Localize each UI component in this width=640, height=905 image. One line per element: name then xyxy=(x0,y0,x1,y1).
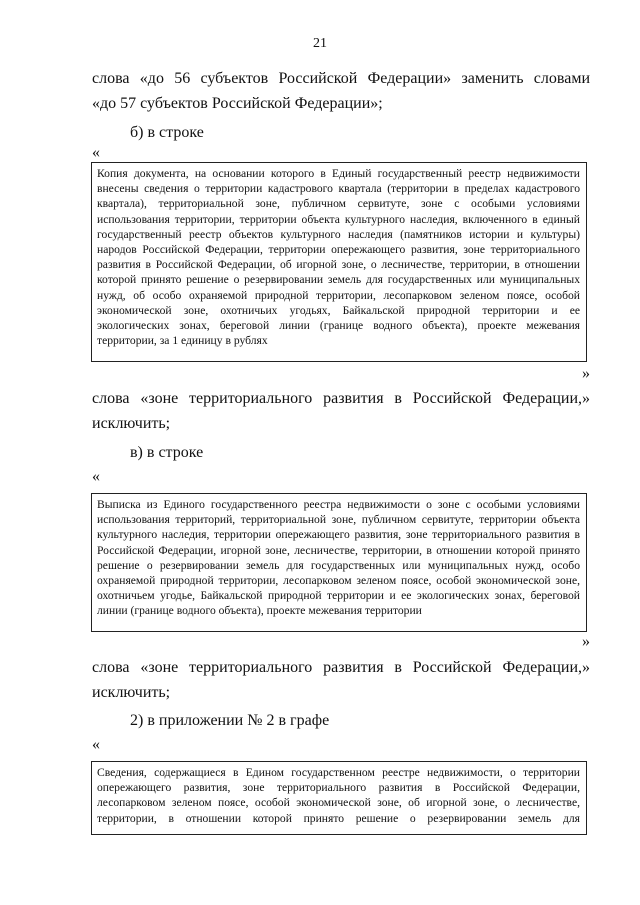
paragraph-line: исключить; xyxy=(92,684,171,701)
box-line: квартала), территориальной зоне, публичном сервитуте, зоне с особыми условиями xyxy=(97,197,580,211)
box-line: линии (границе водного объекта), проекте межевания территории xyxy=(97,604,422,618)
item-2-heading: 2) в приложении № 2 в графе xyxy=(130,712,330,729)
box-line: Копия документа, на основании которого в Единый государственный реестр недвижимости xyxy=(97,167,580,180)
box-line: государственный реестр объектов культурного наследия (памятников истории и культуры) xyxy=(97,227,580,241)
paragraph-exclude-zone xyxy=(92,655,590,705)
box-line: Российской Федерации, игорной зоне, лесничестве, территории, в отношении которой принято xyxy=(97,543,580,557)
paragraph-exclude-zone xyxy=(92,386,590,436)
box-line: экологических зонах, береговой линии (границе водного объекта), проекте межевания xyxy=(97,319,580,333)
box-line: экономической зоне, охотничьих угодьях, Байкальской природной территории и ее xyxy=(97,303,580,317)
box-line: охраняемой природной территории, лесопарковом зеленом поясе, особой экономической зоне, xyxy=(97,574,580,588)
paragraph-line: слова «до 56 субъектов Российской Федерации» заменить словами xyxy=(92,70,590,87)
table-cell-document-copy xyxy=(91,162,587,362)
open-quote: « xyxy=(92,468,100,485)
open-quote: « xyxy=(92,144,100,161)
box-line: территории, в отношении которой принято решение о резервировании земель для xyxy=(97,811,580,825)
paragraph-line: «до 57 субъектов Российской Федерации»; xyxy=(92,95,383,112)
paragraph-line: слова «зоне территориального развития в Российской Федерации,» xyxy=(92,659,590,676)
box-line: охотничьем угодье, Байкальской природной территории и ее экологических зонах, береговой xyxy=(97,589,580,603)
open-quote: « xyxy=(92,736,100,753)
subitem-b-heading: б) в строке xyxy=(130,124,204,141)
box-line: нужд, об особо охраняемой природной территории, лесопарковом зеленом поясе, особой xyxy=(97,288,580,302)
table-cell-registry-extract xyxy=(91,493,587,632)
box-line: использования территории, территории объекта культурного наследия, включенного в единый xyxy=(97,212,580,226)
box-line: Сведения, содержащиеся в Едином государственном реестре недвижимости, о территории xyxy=(97,766,580,779)
box-line: которой принято решение о резервировании земель для государственных или муниципальных xyxy=(97,273,580,287)
box-line: опережающего развития, зоне территориального развития в Российской Федерации, xyxy=(97,781,580,795)
paragraph-line: слова «зоне территориального развития в Российской Федерации,» xyxy=(92,390,590,407)
close-quote: » xyxy=(582,365,590,382)
box-line: решение о резервировании земель для государственных или муниципальных нужд, особо xyxy=(97,558,580,572)
box-line: развития в Российской Федерации, об игорной зоне, о лесничестве, территории, в отношении xyxy=(97,258,580,272)
box-line: территории, за 1 единицу в рублях xyxy=(97,334,268,348)
table-cell-registry-info xyxy=(91,761,587,835)
box-line: народов Российской Федерации, территории опережающего развития, зоне территориального xyxy=(97,243,580,257)
subitem-v-heading: в) в строке xyxy=(130,444,204,461)
box-line: внесены сведения о территории кадастрового квартала (территории в пределах кадастрового xyxy=(97,182,580,196)
box-line: лесопарковом зеленом поясе, особой экономической зоне, об игорной зоне, о лесничестве, xyxy=(97,796,580,810)
paragraph-line: исключить; xyxy=(92,415,171,432)
box-line: культурного наследия, территории опережающего развития, зоне территориального развития в xyxy=(97,528,580,542)
box-line: Выписка из Единого государственного реестра недвижимости о зоне с особыми условиями xyxy=(97,498,580,511)
close-quote: » xyxy=(582,633,590,650)
page-number: 21 xyxy=(313,36,327,51)
paragraph-replace-subjects xyxy=(92,66,590,116)
box-line: использования территорий, территориальной зоне, публичном сервитуте, территории объекта xyxy=(97,513,580,527)
